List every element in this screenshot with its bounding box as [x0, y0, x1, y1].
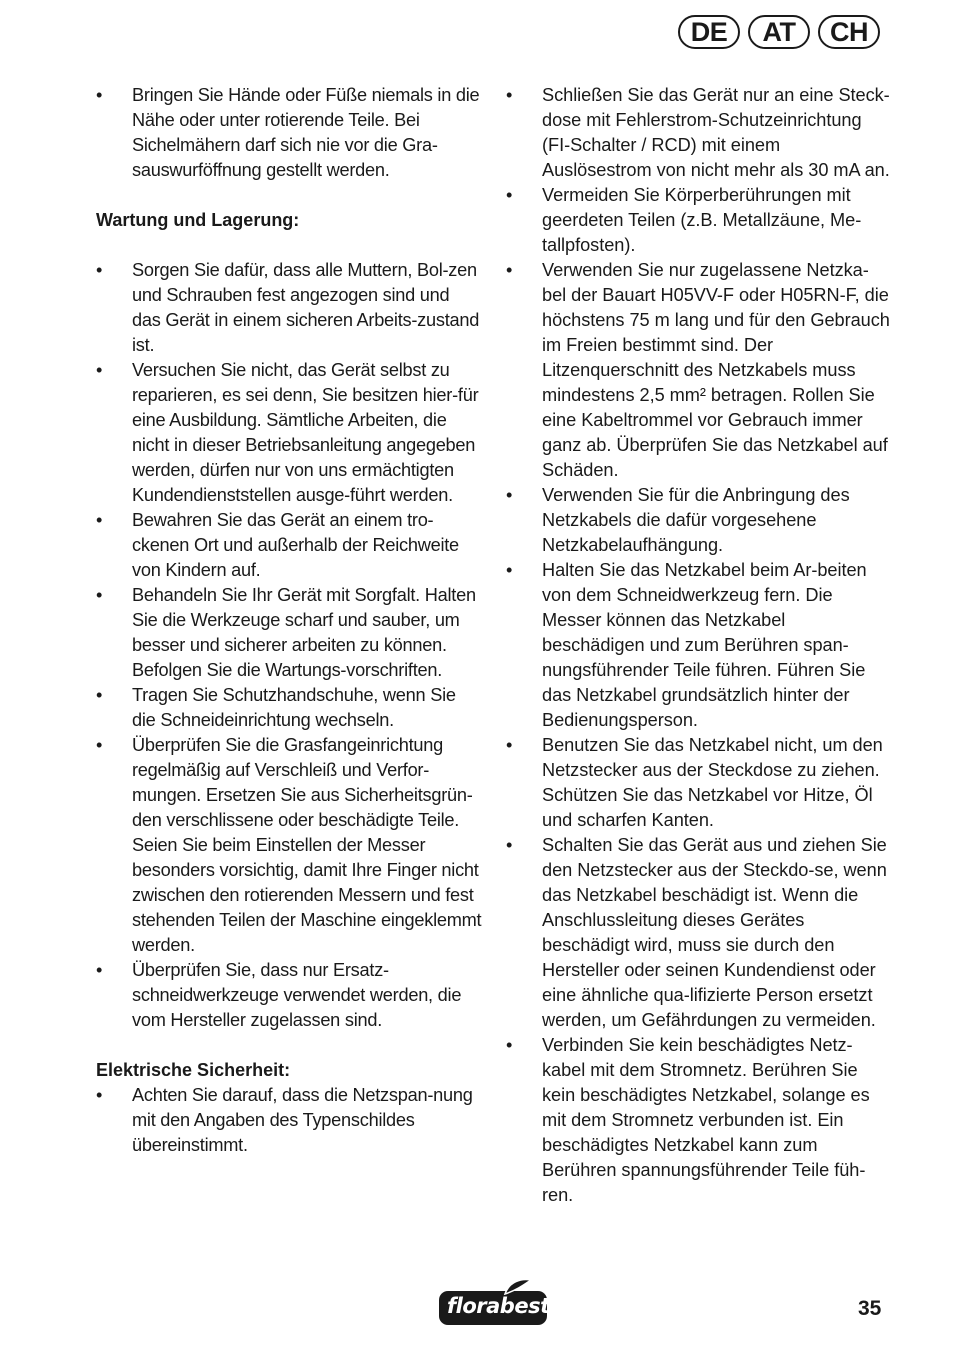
list-item: • Verbinden Sie kein beschädigtes Netz-kabel mit dem Stromnetz. Berühren Sie kein beschädigtes Netzkabel, solange es mit dem Stromnetz verbunden ist. Ein beschädigtes Netzkabel kann zum Berühren spannungsführender Teile füh-ren. [506, 1033, 892, 1208]
list-item: • Sorgen Sie dafür, dass alle Muttern, Bol-zen und Schrauben fest angezogen sind und das Gerät in einem sicheren Arbeits-zustand ist. [96, 258, 482, 358]
electric-list [96, 1083, 482, 1158]
list-item: • Bringen Sie Hände oder Füße niemals in die Nähe oder unter rotierende Teile. Bei Sichelmähern darf sich nie vor die Gra-sauswurföffnung gestellt werden. [96, 83, 482, 183]
right-column [506, 83, 892, 1208]
page-number: 35 [858, 1297, 882, 1320]
list-item: • Versuchen Sie nicht, das Gerät selbst zu reparieren, es sei denn, Sie besitzen hier-für eine Ausbildung. Sämtliche Arbeiten, die nicht in dieser Betriebsanleitung angegeben werden, dürfen nur von uns ermächtigten Kundendienststellen ausge-führt werden. [96, 358, 482, 508]
list-item: • Überprüfen Sie, dass nur Ersatz-schneidwerkzeuge verwendet werden, die vom Hersteller zugelassen sind. [96, 958, 482, 1033]
language-badges [678, 15, 880, 49]
list-item: • Vermeiden Sie Körperberührungen mit geerdeten Teilen (z.B. Metallzäune, Me-tallpfosten). [506, 183, 892, 258]
maintenance-list [96, 258, 482, 1033]
list-item: • Achten Sie darauf, dass die Netzspan-nung mit den Angaben des Typenschildes übereinstimmt. [96, 1083, 482, 1158]
logo-wordmark: florabest [447, 1294, 550, 1318]
section-heading-electric: Elektrische Sicherheit: [96, 1060, 291, 1080]
section-heading-maintenance: Wartung und Lagerung: [96, 210, 300, 230]
badge-ch: CH [818, 15, 880, 49]
list-item: • Verwenden Sie für die Anbringung des Netzkabels die dafür vorgesehene Netzkabelaufhängung. [506, 483, 892, 558]
badge-de: DE [678, 15, 740, 49]
list-item: • Überprüfen Sie die Grasfangeinrichtung regelmäßig auf Verschleiß und Verfor-mungen. Ersetzen Sie aus Sicherheitsgrün-den verschlissene oder beschädigte Teile. Seien Sie beim Einstellen der Messer besonders vorsichtig, damit Ihre Finger nicht zwischen den rotierenden Messern und fest stehenden Teilen der Maschine eingeklemmt werden. [96, 733, 482, 958]
electric-list-continued [506, 83, 892, 1208]
list-item: • Halten Sie das Netzkabel beim Ar-beiten von dem Schneidwerkzeug fern. Die Messer können das Netzkabel beschädigen und zum Berühren span-nungsführender Teile führen. Führen Sie das Netzkabel grundsätzlich hinter der Bedienungsperson. [506, 558, 892, 733]
list-item: • Tragen Sie Schutzhandschuhe, wenn Sie die Schneideinrichtung wechseln. [96, 683, 482, 733]
list-item: • Benutzen Sie das Netzkabel nicht, um den Netzstecker aus der Steckdose zu ziehen. Schützen Sie das Netzkabel vor Hitze, Öl und scharfen Kanten. [506, 733, 892, 833]
list-item: • Verwenden Sie nur zugelassene Netzka-bel der Bauart H05VV-F oder H05RN-F, die höchstens 75 m lang und für den Gebrauch im Freien bestimmt sind. Der Litzenquerschnitt des Netzkabels muss mindestens 2,5 mm² betragen. Rollen Sie eine Kabeltrommel vor Gebrauch immer ganz ab. Überprüfen Sie das Netzkabel auf Schäden. [506, 258, 892, 483]
left-column [96, 83, 482, 1158]
florabest-logo [439, 1291, 550, 1325]
intro-list [96, 83, 482, 183]
list-item: • Schließen Sie das Gerät nur an eine Steck-dose mit Fehlerstrom-Schutzeinrichtung (FI-Schalter / RCD) mit einem Auslösestrom von nicht mehr als 30 mA an. [506, 83, 892, 183]
list-item: • Schalten Sie das Gerät aus und ziehen Sie den Netzstecker aus der Steckdo-se, wenn das Netzkabel beschädigt ist. Wenn die Anschlussleitung dieses Gerätes beschädigt wird, muss sie durch den Hersteller oder seinen Kundendienst oder eine ähnliche qua-lifizierte Person ersetzt werden, um Gefährdungen zu vermeiden. [506, 833, 892, 1033]
list-item: • Bewahren Sie das Gerät an einem tro-ckenen Ort und außerhalb der Reichweite von Kindern auf. [96, 508, 482, 583]
badge-at: AT [748, 15, 810, 49]
list-item: • Behandeln Sie Ihr Gerät mit Sorgfalt. Halten Sie die Werkzeuge scharf und sauber, um besser und sicherer arbeiten zu können. Befolgen Sie die Wartungs-vorschriften. [96, 583, 482, 683]
